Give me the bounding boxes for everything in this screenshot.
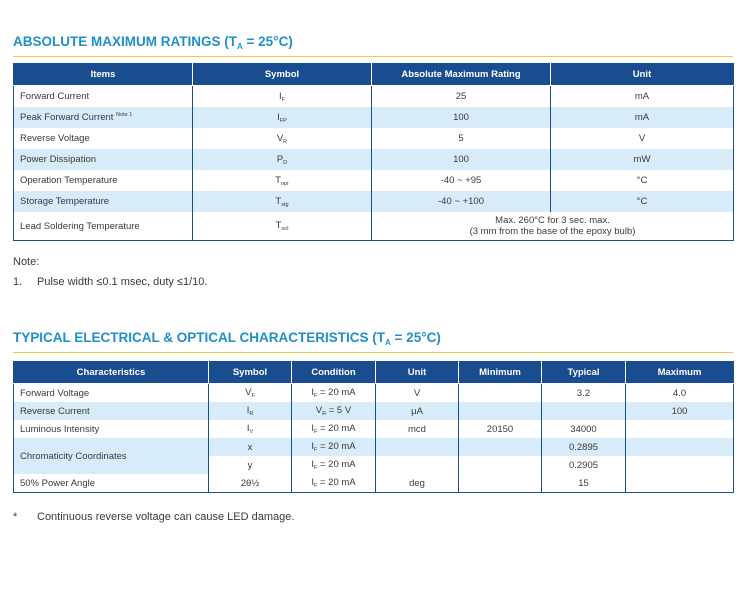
teoc-condition: $I_F = 20$ mA [292,456,376,474]
amr-unit: mA [551,107,734,128]
amr-rating: 100 [372,149,551,170]
amr-rating: 5 [372,128,551,149]
amr-table [13,63,734,241]
teoc-table [13,361,734,493]
amr-item: Lead Soldering Temperature [14,212,193,241]
table-row [14,191,734,212]
teoc-char: Reverse Current [14,402,209,420]
teoc-max [626,420,734,438]
amr-col-unit: Unit [551,64,734,86]
teoc-typ: 3.2 [542,384,626,403]
footnote: * Continuous reverse voltage can cause LED damage. [13,511,295,523]
teoc-col-minimum: Minimum [459,362,542,384]
table-row [14,474,734,493]
teoc-condition: $V_R = 5$ V [292,402,376,420]
teoc-unit: deg [376,474,459,493]
amr-col-rating: Absolute Maximum Rating [372,64,551,86]
teoc-min [459,474,542,493]
amr-symbol: $T_{opr}$ [193,170,372,191]
amr-unit: °C [551,191,734,212]
amr-item: Peak Forward Current $^{Note 1}$ [14,107,193,128]
teoc-min: 20150 [459,420,542,438]
table-row [14,128,734,149]
teoc-symbol: 2θ½ [209,474,292,493]
amr-unit: V [551,128,734,149]
teoc-col-condition: Condition [292,362,376,384]
teoc-col-symbol: Symbol [209,362,292,384]
teoc-max [626,456,734,474]
teoc-min [459,438,542,456]
teoc-min [459,456,542,474]
table-row [14,438,734,456]
amr-unit: mA [551,86,734,108]
teoc-symbol: y [209,456,292,474]
teoc-condition: $I_F = 20$ mA [292,420,376,438]
teoc-condition: $I_F = 20$ mA [292,438,376,456]
teoc-max: 4.0 [626,384,734,403]
table-row [14,170,734,191]
amr-unit: °C [551,170,734,191]
teoc-max [626,474,734,493]
teoc-heading: TYPICAL ELECTRICAL & OPTICAL CHARACTERISTICS $(T_A = 25^\circ C)$ [13,330,441,347]
amr-symbol: $I_{FP}$ [193,107,372,128]
teoc-typ: 15 [542,474,626,493]
amr-rating: -40 ~ +100 [372,191,551,212]
amr-unit: mW [551,149,734,170]
table-row [14,86,734,108]
amr-item: Reverse Voltage [14,128,193,149]
teoc-max [626,438,734,456]
table-row [14,212,734,241]
teoc-col-characteristics: Characteristics [14,362,209,384]
teoc-min [459,384,542,403]
teoc-typ: 0.2905 [542,456,626,474]
teoc-col-maximum: Maximum [626,362,734,384]
teoc-condition: $I_F = 20$ mA [292,384,376,403]
teoc-char: 50% Power Angle [14,474,209,493]
teoc-unit: V [376,384,459,403]
teoc-divider [13,352,733,353]
teoc-col-unit: Unit [376,362,459,384]
note-ref: Note 1 [116,112,133,118]
teoc-col-typical: Typical [542,362,626,384]
amr-divider [13,56,733,57]
amr-rating: -40 ~ +95 [372,170,551,191]
teoc-typ: 34000 [542,420,626,438]
amr-col-symbol: Symbol [193,64,372,86]
teoc-char: Forward Voltage [14,384,209,403]
amr-rating-merged: Max. 260°C for 3 sec. max. (3 mm from the base of the epoxy bulb) [372,212,734,241]
amr-header-row [14,64,734,86]
teoc-char: Luminous Intensity [14,420,209,438]
teoc-typ [542,402,626,420]
amr-item: Forward Current [14,86,193,108]
amr-item: Power Dissipation [14,149,193,170]
teoc-unit [376,438,459,456]
teoc-typ: 0.2895 [542,438,626,456]
table-row [14,149,734,170]
teoc-min [459,402,542,420]
note-item: 1. Pulse width ≤0.1 msec, duty ≤1/10. [13,276,208,288]
teoc-symbol: x [209,438,292,456]
teoc-unit: μA [376,402,459,420]
teoc-symbol: $I_R$ [209,402,292,420]
teoc-unit: mcd [376,420,459,438]
amr-rating: 100 [372,107,551,128]
amr-symbol: $P_D$ [193,149,372,170]
teoc-unit [376,456,459,474]
amr-symbol: $I_F$ [193,86,372,108]
table-row [14,402,734,420]
amr-rating: 25 [372,86,551,108]
teoc-condition: $I_F = 20$ mA [292,474,376,493]
amr-col-items: Items [14,64,193,86]
amr-heading: ABSOLUTE MAXIMUM RATINGS $(T_A = 25^\circ C)$ [13,34,293,51]
amr-symbol: $T_{stg}$ [193,191,372,212]
amr-item: Storage Temperature [14,191,193,212]
amr-item: Operation Temperature [14,170,193,191]
teoc-max: 100 [626,402,734,420]
table-row [14,420,734,438]
note-title: Note: [13,256,40,268]
table-row [14,107,734,128]
amr-symbol: $T_{sol}$ [193,212,372,241]
teoc-symbol: $I_V$ [209,420,292,438]
table-row [14,384,734,403]
teoc-symbol: $V_F$ [209,384,292,403]
teoc-char: Chromaticity Coordinates [14,438,209,474]
teoc-header-row [14,362,734,384]
amr-symbol: $V_R$ [193,128,372,149]
